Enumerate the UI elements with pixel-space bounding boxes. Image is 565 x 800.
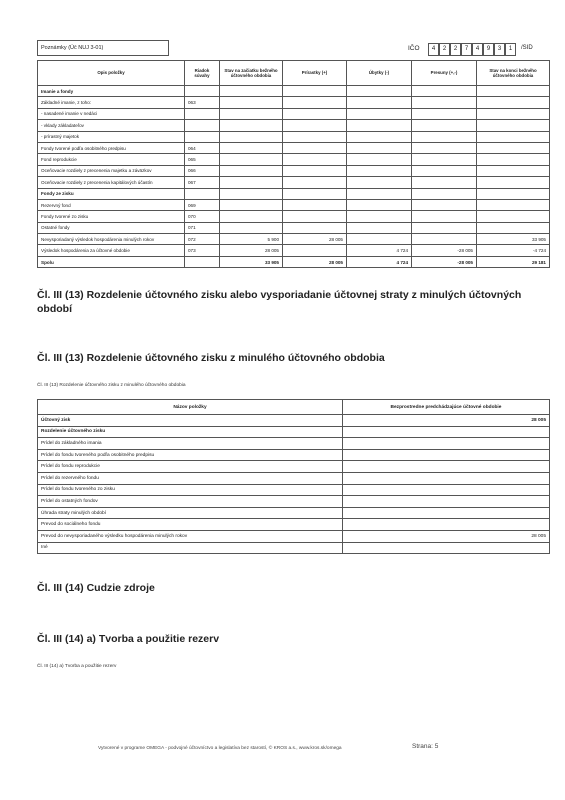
- table-row: [38, 256, 550, 267]
- table-cell: 069: [185, 199, 220, 210]
- table-cell: 33 905: [220, 256, 283, 267]
- table-cell: [343, 542, 550, 554]
- page-number: Strana: 5: [412, 743, 439, 750]
- table-cell: Fond reprodukcie: [38, 154, 185, 165]
- table-cell: - prírastný majetok: [38, 131, 185, 142]
- table-cell: [220, 108, 283, 119]
- table-cell: [412, 177, 477, 188]
- column-header: Názov položky: [38, 400, 343, 415]
- table-cell: [283, 120, 347, 131]
- table-row: [38, 426, 550, 438]
- table-row: [38, 177, 550, 188]
- table-cell: [477, 165, 550, 176]
- table-cell: [185, 86, 220, 97]
- section-heading-profit-distribution: Čl. III (13) Rozdelenie účtovného zisku alebo vysporiadanie účtovnej straty z minulých účtovných období: [37, 289, 522, 315]
- table-cell: [347, 131, 412, 142]
- table-cell: Prevod do sociálneho fondu: [38, 519, 343, 531]
- table-cell: [283, 86, 347, 97]
- table-cell: [412, 211, 477, 222]
- table-cell: [220, 211, 283, 222]
- provisions-caption: Čl. III (14) a) Tvorba a použitie rezerv: [37, 664, 117, 669]
- table-cell: [343, 484, 550, 496]
- table-cell: [412, 120, 477, 131]
- table-cell: [347, 86, 412, 97]
- table-cell: Rezervný fond: [38, 199, 185, 210]
- table-cell: [347, 120, 412, 131]
- table-cell: Prídel do fondu reprodukcie: [38, 461, 343, 473]
- table-cell: [283, 245, 347, 256]
- footer-credit: Vytvorené v programe OMEGA - podvojné účtovníctvo a legislatíva bez starostí, © KROS a.s., www.kros.sk/omega: [98, 746, 342, 751]
- table-cell: [283, 199, 347, 210]
- table-cell: [283, 222, 347, 233]
- ico-label: IČO: [408, 45, 420, 52]
- table-cell: Spolu: [38, 256, 185, 267]
- table-cell: [347, 211, 412, 222]
- table-row: [38, 97, 550, 108]
- table-row: [38, 438, 550, 450]
- table-cell: 5 900: [220, 234, 283, 245]
- column-header: Opis položky: [38, 61, 185, 86]
- table-cell: 070: [185, 211, 220, 222]
- table-cell: [343, 461, 550, 473]
- table-cell: [412, 142, 477, 153]
- table-row: [38, 142, 550, 153]
- table-header-row: [38, 61, 550, 86]
- table-cell: [477, 108, 550, 119]
- table-row: [38, 211, 550, 222]
- table-cell: [347, 199, 412, 210]
- table-cell: [347, 154, 412, 165]
- table-cell: [343, 449, 550, 461]
- table-cell: [220, 97, 283, 108]
- table-cell: Prevod do nevysporiadaného výsledku hospodárenia minulých rokov: [38, 530, 343, 542]
- table-cell: 073: [185, 245, 220, 256]
- table-cell: - vklady základateľov: [38, 120, 185, 131]
- table-row: [38, 131, 550, 142]
- table-cell: 28 005: [283, 256, 347, 267]
- table-cell: [220, 177, 283, 188]
- table-cell: 072: [185, 234, 220, 245]
- table-cell: [283, 142, 347, 153]
- table-cell: 064: [185, 142, 220, 153]
- table-row: [38, 222, 550, 233]
- table-cell: [347, 177, 412, 188]
- table-cell: [283, 108, 347, 119]
- table-cell: 29 181: [477, 256, 550, 267]
- table-cell: [220, 222, 283, 233]
- table-cell: [185, 256, 220, 267]
- column-header: Presuny (+,-): [412, 61, 477, 86]
- column-header: Riadok súvahy: [185, 61, 220, 86]
- table-cell: Oceňovacie rozdiely z precenenia kapitálových účastín: [38, 177, 185, 188]
- table-cell: 063: [185, 97, 220, 108]
- table-cell: [343, 426, 550, 438]
- table-cell: [477, 97, 550, 108]
- table-cell: Iné: [38, 542, 343, 554]
- table-cell: [283, 165, 347, 176]
- table-cell: [220, 142, 283, 153]
- table-row: [38, 484, 550, 496]
- section-heading-previous-period: Čl. III (13) Rozdelenie účtovného zisku z minulého účtovného obdobia: [37, 352, 385, 364]
- table-cell: Základné imanie, z toho:: [38, 97, 185, 108]
- table-cell: [283, 131, 347, 142]
- table-row: [38, 154, 550, 165]
- table-cell: [347, 165, 412, 176]
- table-cell: 4 724: [347, 256, 412, 267]
- table-cell: Fondy tvorené zo zisku: [38, 211, 185, 222]
- table-cell: 28 005: [343, 415, 550, 427]
- table-cell: Výsledok hospodárenia za účtovné obdobie: [38, 245, 185, 256]
- table-cell: Prídel do fondu tvoreného podľa osobitného predpisu: [38, 449, 343, 461]
- profit-distribution-table: [37, 399, 550, 554]
- section-heading-provisions: Čl. III (14) a) Tvorba a použitie rezerv: [37, 633, 220, 645]
- table-cell: [477, 199, 550, 210]
- table-row: [38, 542, 550, 554]
- table-header-row: [38, 400, 550, 415]
- table-cell: Účtovný zisk: [38, 415, 343, 427]
- table-cell: [283, 97, 347, 108]
- column-header: Úbytky (-): [347, 61, 412, 86]
- table-cell: - nasadené imanie v nedáci: [38, 108, 185, 119]
- table-cell: Prídel do fondu tvoreného zo zisku: [38, 484, 343, 496]
- table-cell: Prídel do základného imania: [38, 438, 343, 450]
- table-cell: 28 005: [220, 245, 283, 256]
- table-cell: Imanie a fondy: [38, 86, 185, 97]
- table-cell: 4 724: [347, 245, 412, 256]
- table-row: [38, 108, 550, 119]
- table-cell: [477, 154, 550, 165]
- table-cell: [347, 142, 412, 153]
- table-cell: 28 005: [283, 234, 347, 245]
- table-cell: [283, 154, 347, 165]
- table-cell: [477, 131, 550, 142]
- table-cell: [412, 234, 477, 245]
- table-cell: Prídel do ostatných fondov: [38, 496, 343, 508]
- table-cell: [220, 154, 283, 165]
- table-cell: [347, 234, 412, 245]
- table-cell: [412, 199, 477, 210]
- column-header: Stav na začiatku bežného účtovného obdobia: [220, 61, 283, 86]
- table-row: [38, 245, 550, 256]
- table-cell: [412, 222, 477, 233]
- table-cell: [477, 188, 550, 199]
- table-row: [38, 461, 550, 473]
- table-row: [38, 165, 550, 176]
- table-cell: [283, 188, 347, 199]
- table-row: [38, 415, 550, 427]
- table-cell: [220, 131, 283, 142]
- table-cell: -28 005: [412, 245, 477, 256]
- table-row: [38, 199, 550, 210]
- table-cell: [347, 188, 412, 199]
- table-cell: [347, 97, 412, 108]
- ico-digit: 7: [461, 43, 472, 56]
- notes-label-box: [37, 40, 169, 56]
- table-cell: 065: [185, 154, 220, 165]
- table-cell: Fondy ze zisku: [38, 188, 185, 199]
- column-header: Stav na konci bežného účtovného obdobia: [477, 61, 550, 86]
- table-cell: [477, 86, 550, 97]
- ico-digit: 2: [439, 43, 450, 56]
- table-cell: [477, 142, 550, 153]
- table-row: [38, 507, 550, 519]
- table-cell: 28 005: [343, 530, 550, 542]
- table-cell: Ostatné fondy: [38, 222, 185, 233]
- ico-digit: 9: [483, 43, 494, 56]
- ico-digit: 1: [505, 43, 516, 56]
- section-heading-liabilities: Čl. III (14) Cudzie zdroje: [37, 582, 155, 594]
- column-header: Bezprostredne predchádzajúce účtovné obdobie: [343, 400, 550, 415]
- table-cell: 067: [185, 177, 220, 188]
- table-cell: [412, 154, 477, 165]
- table-row: [38, 472, 550, 484]
- notes-label: Poznámky (Úč NUJ 3-01): [41, 45, 104, 51]
- ico-digit: 4: [428, 43, 439, 56]
- table-cell: [343, 507, 550, 519]
- table-cell: [477, 120, 550, 131]
- table-cell: -4 724: [477, 245, 550, 256]
- table-cell: [347, 108, 412, 119]
- table-cell: [343, 438, 550, 450]
- table-cell: [412, 86, 477, 97]
- table-cell: 33 905: [477, 234, 550, 245]
- table-cell: [185, 188, 220, 199]
- table-cell: [412, 188, 477, 199]
- table-cell: [220, 188, 283, 199]
- table-cell: [220, 86, 283, 97]
- table-row: [38, 86, 550, 97]
- table-cell: [343, 496, 550, 508]
- table-cell: 066: [185, 165, 220, 176]
- table-cell: [185, 108, 220, 119]
- table-cell: [477, 222, 550, 233]
- table-cell: [220, 120, 283, 131]
- table-row: [38, 234, 550, 245]
- table-cell: 071: [185, 222, 220, 233]
- table-cell: [343, 519, 550, 531]
- table-cell: -28 005: [412, 256, 477, 267]
- table-cell: [412, 165, 477, 176]
- table-row: [38, 188, 550, 199]
- table-cell: [343, 472, 550, 484]
- table-row: [38, 519, 550, 531]
- table-row: [38, 449, 550, 461]
- table-cell: [283, 211, 347, 222]
- ico-digit: 3: [494, 43, 505, 56]
- table-cell: Nevysporiadaný výsledok hospodárenia minulých rokov: [38, 234, 185, 245]
- table-cell: [412, 131, 477, 142]
- table-cell: [185, 120, 220, 131]
- table-cell: [477, 177, 550, 188]
- equity-funds-table: [37, 60, 550, 268]
- ico-suffix: /SID: [521, 45, 533, 51]
- table-row: [38, 120, 550, 131]
- table-cell: [220, 199, 283, 210]
- table-cell: [412, 97, 477, 108]
- table-cell: [185, 131, 220, 142]
- table-caption: Čl. III (13) Rozdelenie účtovného zisku z minulého účtovného obdobia: [37, 383, 186, 388]
- column-header: Prírastky (+): [283, 61, 347, 86]
- table-cell: [220, 165, 283, 176]
- table-cell: Úhrada straty minulých období: [38, 507, 343, 519]
- table-cell: Fondy tvorené podľa osobitného predpisu: [38, 142, 185, 153]
- table-cell: [412, 108, 477, 119]
- table-cell: Oceňovacie rozdiely z precenenia majetku a záväzkov: [38, 165, 185, 176]
- table-row: [38, 530, 550, 542]
- table-cell: Rozdelenie účtovného zisku: [38, 426, 343, 438]
- table-row: [38, 496, 550, 508]
- ico-digit: 2: [450, 43, 461, 56]
- table-cell: [347, 222, 412, 233]
- table-cell: [283, 177, 347, 188]
- table-cell: Prídel do rezervného fondu: [38, 472, 343, 484]
- ico-digit: 4: [472, 43, 483, 56]
- table-cell: [477, 211, 550, 222]
